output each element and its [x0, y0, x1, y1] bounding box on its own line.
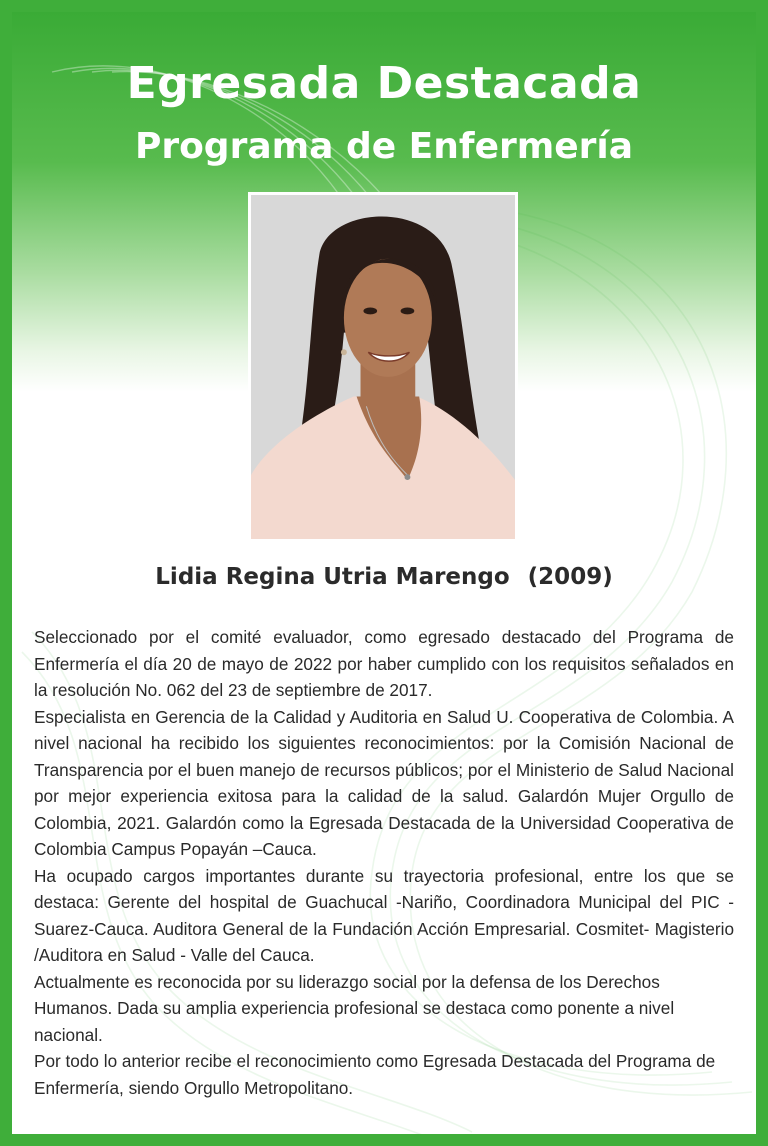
honoree-heading [12, 564, 756, 590]
paragraph-recognitions: Especialista en Gerencia de la Calidad y Auditoria en Salud U. Cooperativa de Colombia. A nivel nacional ha recibido los siguientes reconocimientos: por la Comisión Nacional de Transparencia por el buen manejo de recursos públicos; por el Ministerio de Salud Nacional por mejor experiencia exitosa para la calidad de la salud. Galardón Mujer Orgullo de Colombia, 2021. Galardón como la Egresada Destacada de la Universidad Cooperativa de Colombia Campus Popayán –Cauca. [34, 706, 734, 859]
honoree-name: Lidia Regina Utria Marengo [155, 564, 510, 590]
portrait-illustration [251, 195, 515, 539]
portrait-photo [248, 192, 518, 542]
paragraph-leadership: Actualmente es reconocida por su liderazgo social por la defensa de los Derechos Humanos. Dada su amplia experiencia profesional se destaca como ponente a nivel nacional. [34, 971, 675, 1045]
page-title: Egresada Destacada [126, 58, 642, 109]
paragraph-selection: Seleccionado por el comité evaluador, como egresado destacado del Programa de Enfermería el día 20 de mayo de 2022 por haber cumplido con los requisitos señalados en la resolución No. 062 del 23 de septiembre de 2017. [34, 627, 734, 700]
graduation-year: (2009) [527, 564, 613, 590]
paragraph-conclusion: Por todo lo anterior recibe el reconocimiento como Egresada Destacada del Programa de Enfermería, siendo Orgullo Metropolitano. [34, 1051, 716, 1098]
page-subtitle: Programa de Enfermería [134, 126, 634, 167]
paragraph-positions: Ha ocupado cargos importantes durante su trayectoria profesional, entre los que se destaca: Gerente del hospital de Guachucal -Nariño, Coordinadora Municipal del PIC - Suarez-Cauca. Auditora General de la Fundación Acción Empresarial. Cosmitet- Magisterio /Auditora en Salud - Valle del Cauca. [34, 865, 734, 965]
description [34, 624, 734, 1101]
